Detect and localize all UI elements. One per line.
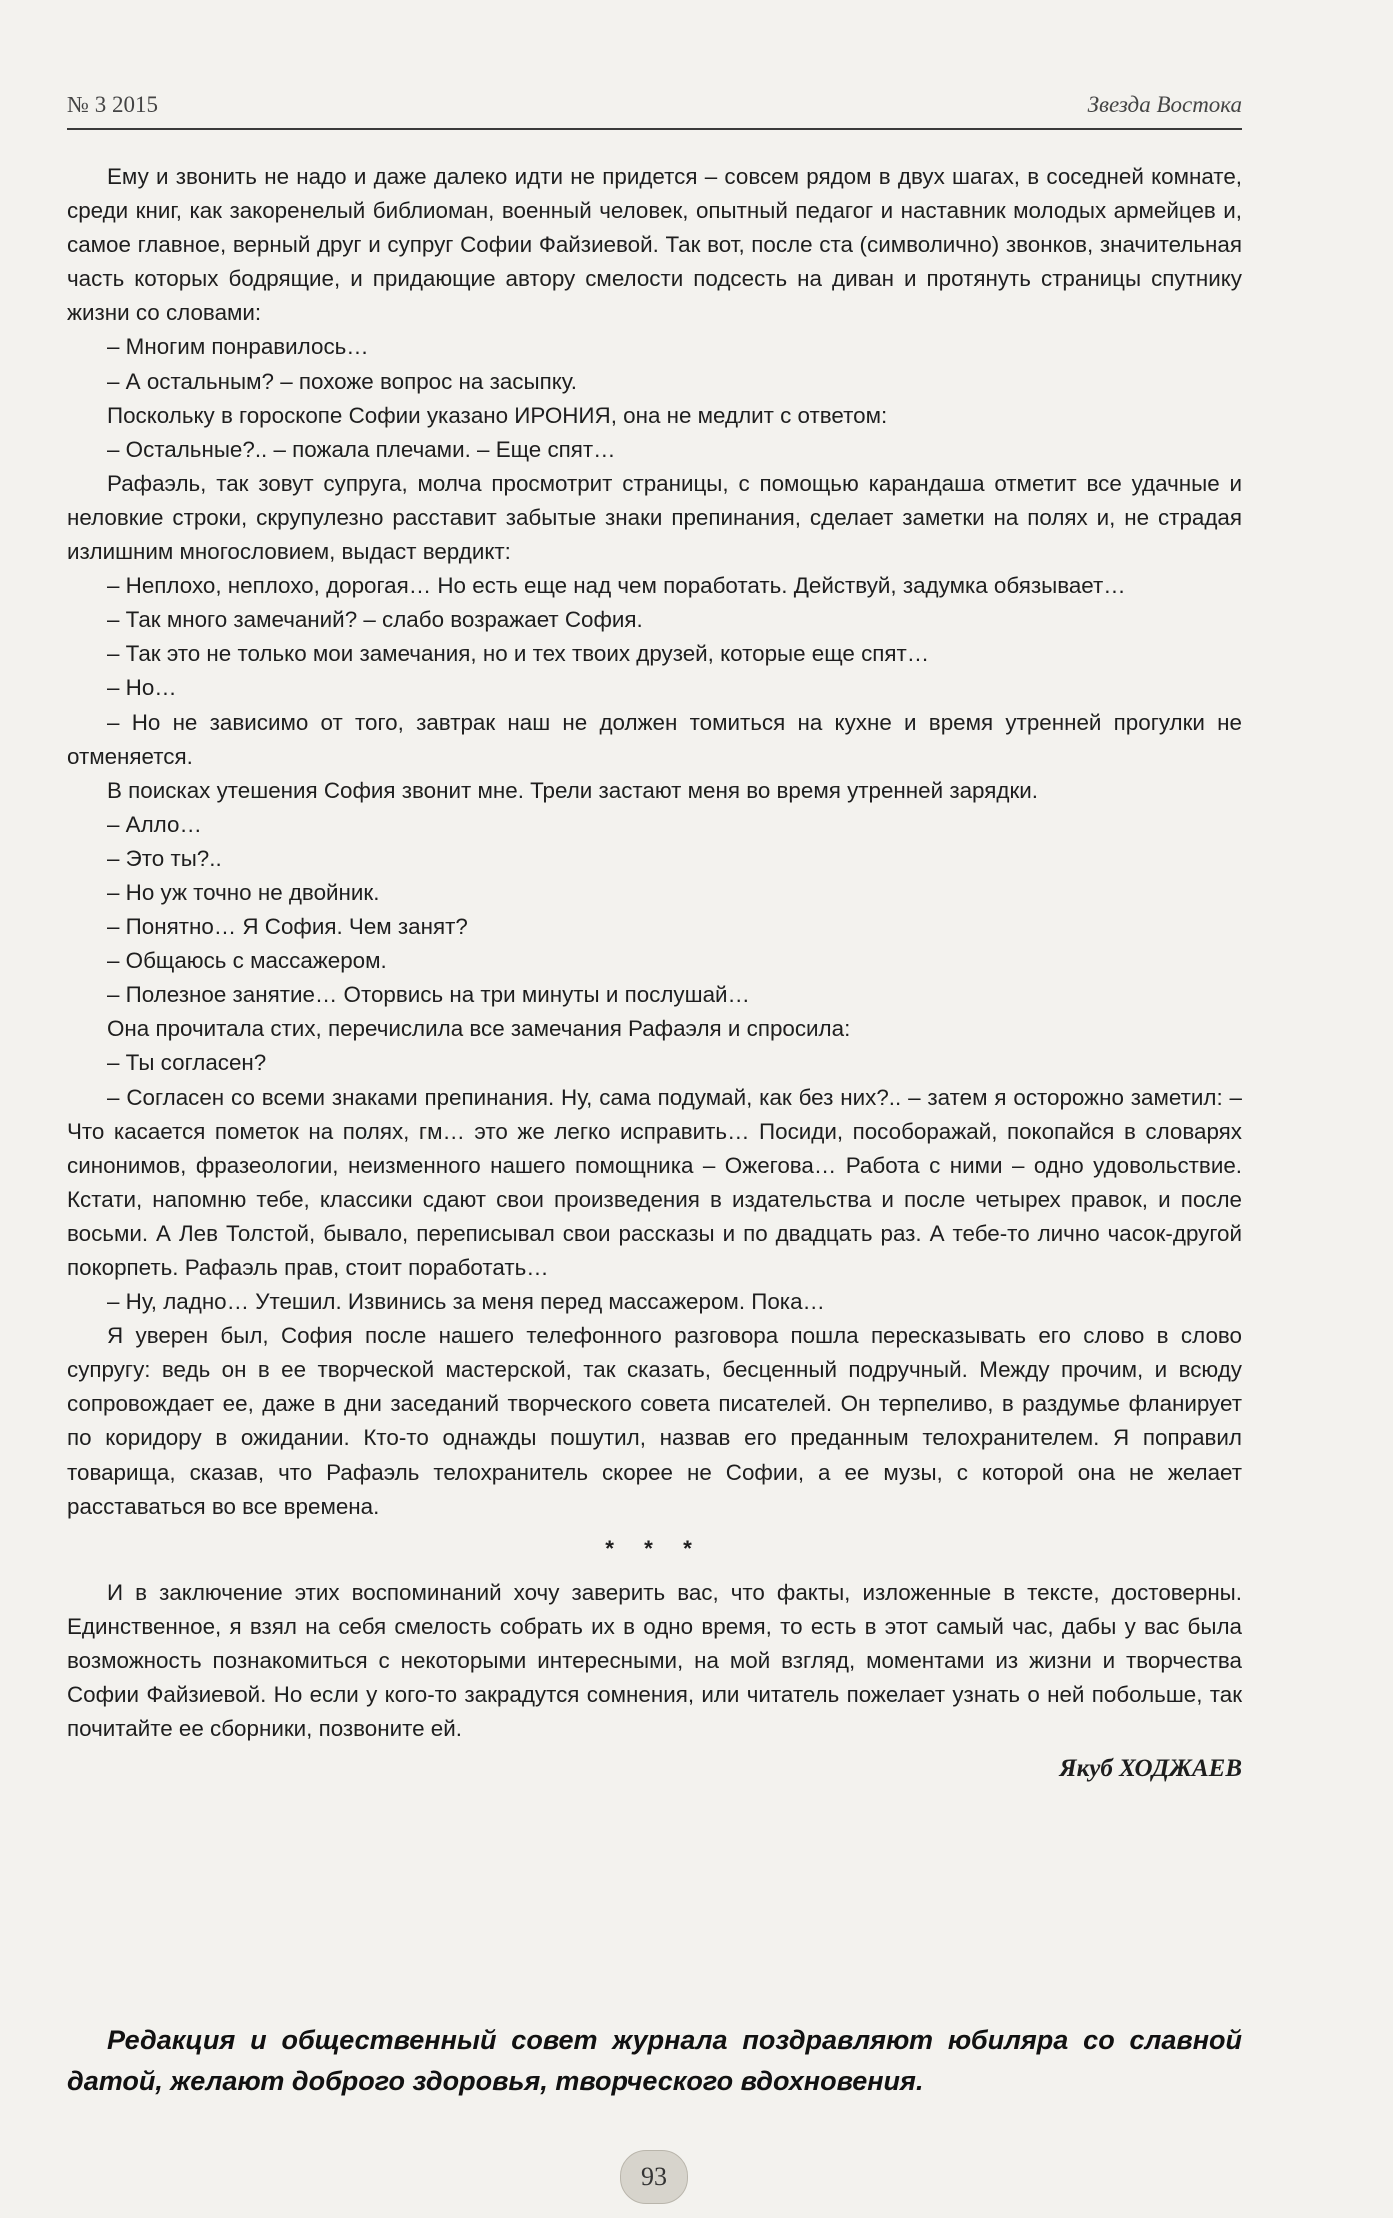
closing-paragraph: И в заключение этих воспоминаний хочу заверить вас, что факты, изложенные в тексте, достоверны. Единственное, я взял на себя смелость собрать их в одно время, то есть в этот самый час, дабы у вас была возможность познакомиться с некоторыми интересными, на мой взгляд, моментами из жизни и творчества Софии Файзиевой. Но если у кого-то закрадутся сомнения, или читатель пожелает узнать о ней побольше, так почитайте ее сборники, позвоните ей.	[67, 1579, 1242, 1742]
paragraph: – Это ты?..	[107, 845, 222, 871]
paragraph: – Но уж точно не двойник.	[107, 879, 380, 905]
article-body	[67, 160, 1242, 1786]
paragraph: – Полезное занятие… Оторвись на три минуты и послушай…	[107, 982, 750, 1008]
paragraph: – Согласен со всеми знаками препинания. Ну, сама подумай, как без них?.. – затем я осторожно заметил: – Что касается пометок на полях, гм… это же легко исправить… Посиди, пособоражай, покопайся в словарях синонимов, фразеологии, неизменного нашего помощника – Ожегова… Работа с ними – одно удовольствие. Кстати, напомню тебе, классики сдают свои произведения в издательства и после четырех правок, и после восьми. А Лев Толстой, бывало, переписывал свои рассказы и по двадцать раз. А тебе-то лично часок-другой покорпеть. Рафаэль прав, стоит поработать…	[67, 1084, 1242, 1280]
paragraph: – Ну, ладно… Утешил. Извинись за меня перед массажером. Пока…	[107, 1289, 825, 1315]
issue-number: № 3 2015	[67, 92, 158, 117]
page-number: 93	[620, 2150, 688, 2204]
paragraph: Ему и звонить не надо и даже далеко идти не придется – совсем рядом в двух шагах, в соседней комнате, среди книг, как закоренелый библиоман, военный человек, опытный педагог и наставник молодых армейцев и, самое главное, верный друг и супруг Софии Файзиевой. Так вот, после ста (символично) звонков, значительная часть которых бодрящие, и придающие автору смелости подсесть на диван и протянуть страницы спутнику жизни со словами:	[67, 164, 1242, 326]
paragraph: – А остальным? – похоже вопрос на засыпку.	[107, 368, 577, 394]
paragraph: – Так это не только мои замечания, но и тех твоих друзей, которые еще спят…	[107, 641, 930, 667]
running-header	[67, 88, 1242, 130]
paragraph: Поскольку в гороскопе Софии указано ИРОНИЯ, она не медлит с ответом:	[107, 402, 888, 428]
author-signature: Якуб ХОДЖАЕВ	[1059, 1755, 1242, 1783]
paragraph: – Алло…	[107, 811, 202, 837]
paragraph: – Но не зависимо от того, завтрак наш не должен томиться на кухне и время утренней прогулки не отменяется.	[67, 709, 1242, 769]
journal-title: Звезда Востока	[1087, 92, 1242, 117]
paragraph: В поисках утешения София звонит мне. Трели застают меня во время утренней зарядки.	[107, 777, 1038, 803]
paragraph: – Так много замечаний? – слабо возражает София.	[107, 607, 643, 633]
section-separator: * * *	[605, 1535, 704, 1561]
paragraph: – Но…	[107, 675, 177, 701]
paragraph: Рафаэль, так зовут супруга, молча просмотрит страницы, с помощью карандаша отметит все удачные и неловкие строки, скрупулезно расставит забытые знаки препинания, сделает заметки на полях и, не страдая излишним многословием, выдаст вердикт:	[67, 470, 1242, 565]
paragraph: Я уверен был, София после нашего телефонного разговора пошла пересказывать его слово в слово супругу: ведь он в ее творческой мастерской, так сказать, бесценный подручный. Между прочим, и всюду сопровождает ее, даже в дни заседаний творческого совета писателей. Он терпеливо, в раздумье фланирует по коридору в ожидании. Кто-то однажды пошутил, назвав его преданным телохранителем. Я поправил товарища, сказав, что Рафаэль телохранитель скорее не Софии, а ее музы, с которой она не желает расставаться во все времена.	[67, 1323, 1242, 1519]
paragraph: – Понятно… Я София. Чем занят?	[107, 914, 468, 940]
paragraph: – Неплохо, неплохо, дорогая… Но есть еще над чем поработать. Действуй, задумка обязывает…	[107, 573, 1126, 599]
paragraph: – Многим понравилось…	[107, 334, 369, 360]
paragraph: – Общаюсь с массажером.	[107, 948, 387, 974]
editorial-congratulation: Редакция и общественный совет журнала поздравляют юбиляра со славной датой, желают доброго здоровья, творческого вдохновения.	[67, 2025, 1242, 2096]
paragraph: – Остальные?.. – пожала плечами. – Еще спят…	[107, 436, 616, 462]
paragraph: Она прочитала стих, перечислила все замечания Рафаэля и спросила:	[107, 1016, 851, 1042]
paragraph: – Ты согласен?	[107, 1050, 267, 1076]
